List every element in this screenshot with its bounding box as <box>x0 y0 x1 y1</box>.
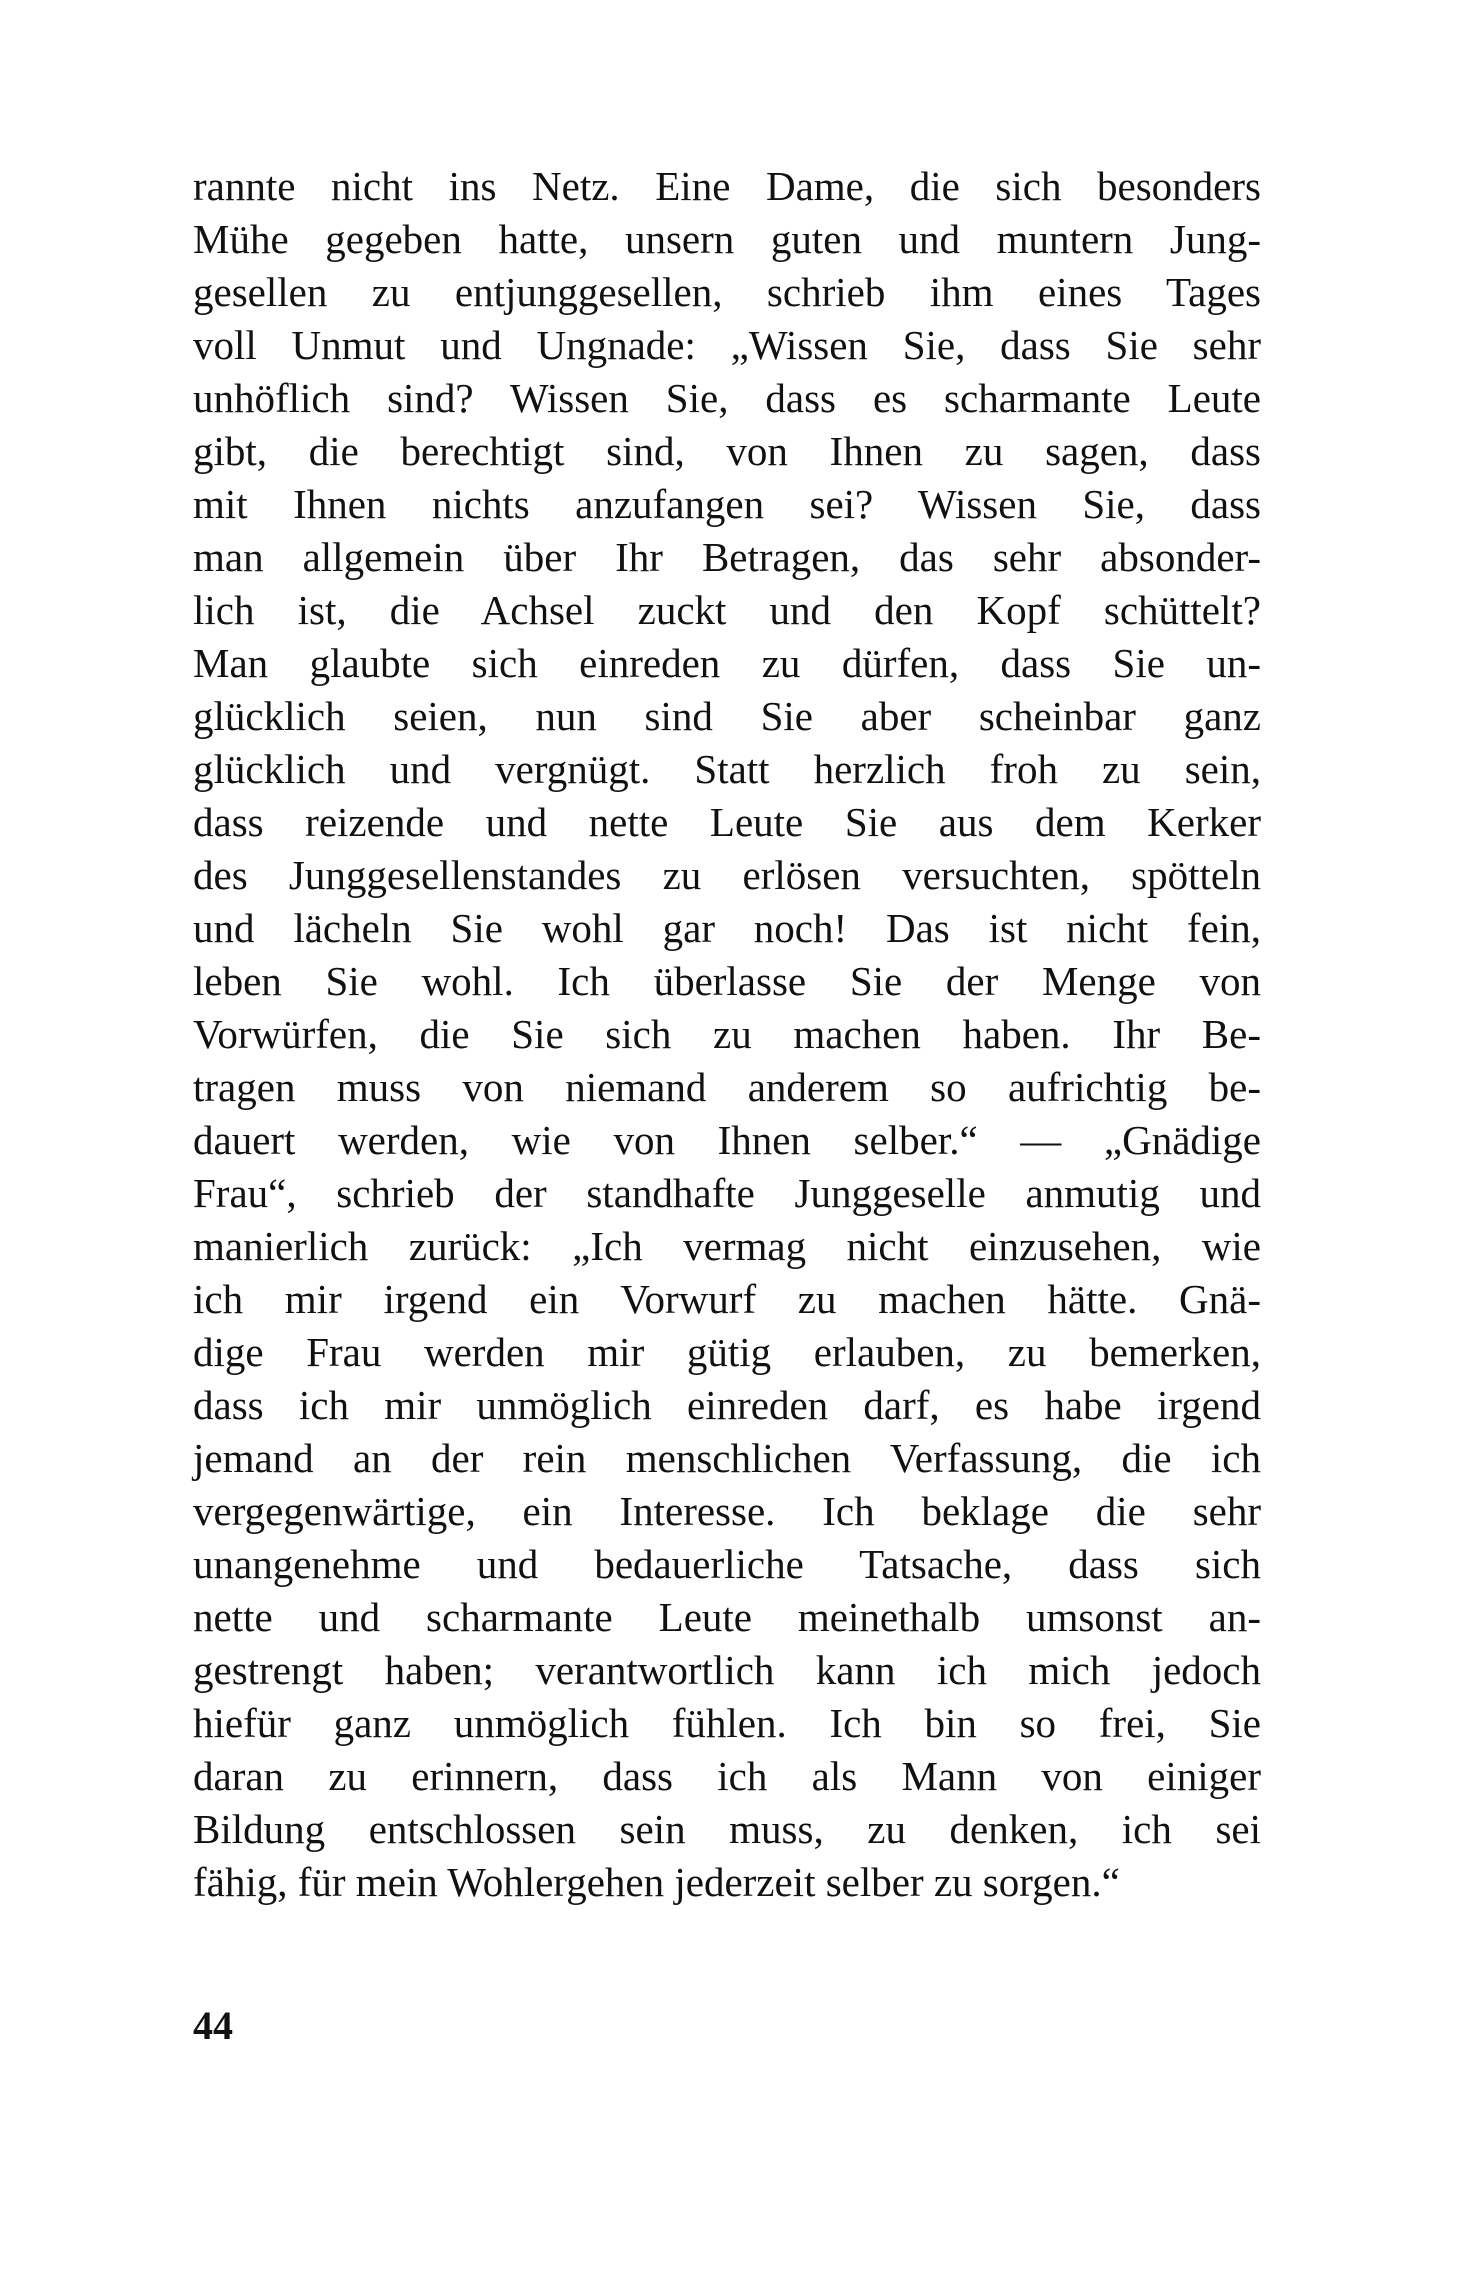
text-line: ich mir irgend ein Vorwurf zu machen hätte. Gnä- <box>193 1276 1261 1322</box>
text-line: dauert werden, wie von Ihnen selber.“ — „Gnädige <box>193 1117 1261 1163</box>
text-line: dass reizende und nette Leute Sie aus dem Kerker <box>193 799 1261 845</box>
text-line: vergegenwärtige, ein Interesse. Ich beklage die sehr <box>193 1488 1261 1534</box>
text-line: des Junggesellenstandes zu erlösen versuchten, spötteln <box>193 852 1261 898</box>
text-line: fähig, für mein Wohlergehen jederzeit selber zu sorgen.“ <box>193 1859 1120 1905</box>
text-line: Vorwürfen, die Sie sich zu machen haben. Ihr Be- <box>193 1011 1261 1057</box>
text-line: gesellen zu entjunggesellen, schrieb ihm eines Tages <box>193 269 1261 315</box>
text-line: manierlich zurück: „Ich vermag nicht einzusehen, wie <box>193 1223 1261 1269</box>
text-line: dige Frau werden mir gütig erlauben, zu bemerken, <box>193 1329 1261 1375</box>
text-line: Man glaubte sich einreden zu dürfen, dass Sie un- <box>193 640 1261 686</box>
text-line: tragen muss von niemand anderem so aufrichtig be- <box>193 1064 1261 1110</box>
page-number: 44 <box>193 2003 233 2048</box>
body-text <box>193 160 1261 1909</box>
text-line: man allgemein über Ihr Betragen, das sehr absonder- <box>193 534 1261 580</box>
text-line: jemand an der rein menschlichen Verfassung, die ich <box>193 1435 1261 1481</box>
text-line: nette und scharmante Leute meinethalb umsonst an- <box>193 1594 1261 1640</box>
text-line: lich ist, die Achsel zuckt und den Kopf schüttelt? <box>193 587 1261 633</box>
text-line: gestrengt haben; verantwortlich kann ich mich jedoch <box>193 1647 1261 1693</box>
text-line: dass ich mir unmöglich einreden darf, es habe irgend <box>193 1382 1261 1428</box>
text-line: voll Unmut und Ungnade: „Wissen Sie, dass Sie sehr <box>193 322 1261 368</box>
text-line: leben Sie wohl. Ich überlasse Sie der Menge von <box>193 958 1261 1004</box>
text-line: mit Ihnen nichts anzufangen sei? Wissen Sie, dass <box>193 481 1261 527</box>
text-line: gibt, die berechtigt sind, von Ihnen zu sagen, dass <box>193 428 1261 474</box>
text-line: unhöflich sind? Wissen Sie, dass es scharmante Leute <box>193 375 1261 421</box>
text-line: daran zu erinnern, dass ich als Mann von einiger <box>193 1753 1261 1799</box>
text-line: Frau“, schrieb der standhafte Junggeselle anmutig und <box>193 1170 1261 1216</box>
text-line: hiefür ganz unmöglich fühlen. Ich bin so frei, Sie <box>193 1700 1261 1746</box>
text-line: Bildung entschlossen sein muss, zu denken, ich sei <box>193 1806 1261 1852</box>
text-line: glücklich und vergnügt. Statt herzlich froh zu sein, <box>193 746 1261 792</box>
text-line: glücklich seien, nun sind Sie aber scheinbar ganz <box>193 693 1261 739</box>
text-line: unangenehme und bedauerliche Tatsache, dass sich <box>193 1541 1261 1587</box>
text-line: Mühe gegeben hatte, unsern guten und muntern Jung- <box>193 216 1261 262</box>
text-line: und lächeln Sie wohl gar noch! Das ist nicht fein, <box>193 905 1261 951</box>
text-line: rannte nicht ins Netz. Eine Dame, die sich besonders <box>193 163 1261 209</box>
